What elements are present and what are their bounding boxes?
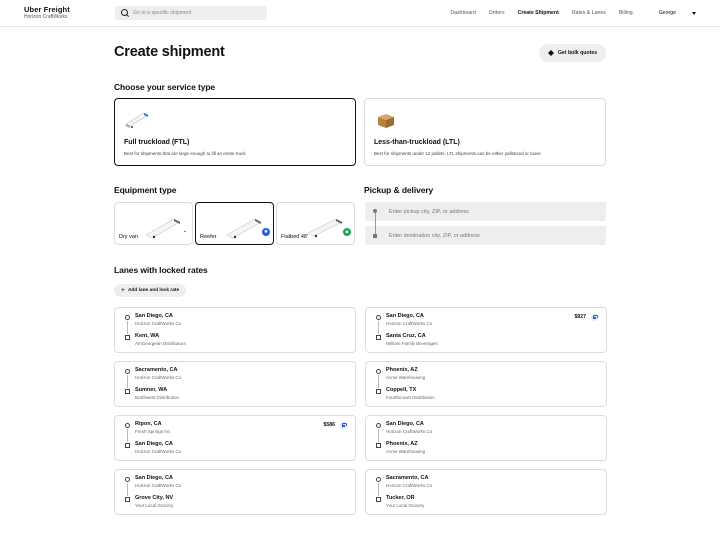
origin-circle-icon: [125, 369, 130, 374]
snowflake-icon: ✱: [262, 228, 270, 236]
lane-destination-company: Your Local Grocery: [386, 503, 425, 508]
reefer-truck-icon: [225, 211, 265, 239]
route-connector: [375, 211, 376, 235]
nav-billing[interactable]: Billing: [618, 10, 633, 16]
lane-destination-company: Horizon CraftWorks Co: [135, 449, 182, 454]
user-name: George: [658, 10, 676, 16]
equipment-option-reefer[interactable]: [195, 202, 274, 245]
lane-destination: Grove City, NV: [135, 495, 174, 501]
route-line: [378, 321, 379, 334]
chevron-down-icon: [692, 12, 696, 15]
account-name: Horizon CraftWorks: [24, 14, 68, 20]
destination-square-icon: [125, 389, 130, 394]
service-option-ltl[interactable]: [364, 98, 606, 166]
lane-card[interactable]: [365, 361, 607, 407]
nav-orders[interactable]: Orders: [488, 10, 505, 16]
user-menu[interactable]: [646, 10, 696, 16]
equipment-label: Dry van: [119, 234, 138, 240]
lane-card[interactable]: [365, 415, 607, 461]
lane-origin-company: Fresh Springs Inc: [135, 429, 171, 434]
lane-origin: San Diego, CA: [386, 313, 424, 319]
destination-square-icon: [376, 335, 381, 340]
route-line: [127, 375, 128, 388]
route-line: [378, 375, 379, 388]
dry-van-truck-icon: [144, 211, 184, 239]
lock-icon: [591, 314, 598, 321]
flatbed-badge-icon: ◆: [343, 228, 351, 236]
service-name: Less-than-truckload (LTL): [374, 139, 460, 146]
diamond-icon: [548, 50, 555, 56]
origin-circle-icon: [376, 315, 381, 320]
lane-destination-company: William Family Beverages: [386, 341, 438, 346]
nav-rates-lanes[interactable]: Rates & Lanes: [571, 10, 606, 16]
lane-origin-company: Acme Warehousing: [386, 375, 426, 380]
flatbed-truck-icon: [306, 211, 346, 239]
destination-field: [365, 226, 606, 245]
search-icon: [121, 9, 129, 17]
lane-origin-company: Horizon CraftWorks Co: [135, 375, 182, 380]
equipment-option-dry-van[interactable]: [114, 202, 193, 245]
nav-dashboard[interactable]: Dashboard: [450, 10, 476, 16]
equipment-type-heading: Equipment type: [114, 185, 177, 195]
lane-origin-company: Horizon CraftWorks Co: [135, 321, 182, 326]
service-desc: Best for shipments that are large enough to fill an entire truck: [124, 151, 246, 156]
search-input[interactable]: [133, 10, 263, 16]
lane-origin-company: Horizon CraftWorks Co: [135, 483, 182, 488]
lane-destination-company: Fourthcrown Distribution: [386, 395, 435, 400]
lane-card[interactable]: [114, 307, 356, 353]
lane-destination: Santa Cruz, CA: [386, 333, 426, 339]
lane-origin-company: Horizon CraftWorks Co: [386, 429, 433, 434]
equipment-label: Flatbed 48': [281, 234, 309, 240]
service-type-heading: Choose your service type: [114, 82, 216, 92]
lane-origin: San Diego, CA: [135, 313, 173, 319]
lane-destination: Kent, WA: [135, 333, 160, 339]
lane-destination: Coppell, TX: [386, 387, 417, 393]
lane-card[interactable]: [365, 307, 607, 353]
lane-destination: Sumner, WA: [135, 387, 168, 393]
lane-origin: San Diego, CA: [135, 475, 173, 481]
destination-square-icon: [125, 443, 130, 448]
pickup-field: [365, 202, 606, 221]
lane-destination-company: Acme Warehousing: [386, 449, 426, 454]
origin-circle-icon: [376, 423, 381, 428]
lane-card[interactable]: [114, 361, 356, 407]
box-illustration-icon: [374, 109, 400, 129]
add-lane-button[interactable]: [114, 284, 186, 297]
brand[interactable]: [24, 5, 70, 21]
lanes-heading: Lanes with locked rates: [114, 265, 208, 275]
page-title: Create shipment: [114, 44, 225, 60]
locked-rate-price: $586: [323, 422, 335, 428]
equipment-option-flatbed[interactable]: [276, 202, 355, 245]
truck-illustration-icon: [124, 109, 150, 129]
service-desc: Best for shipments under 12 pallets. LTL shipments can be either palletized or loose: [374, 151, 541, 156]
origin-circle-icon: [125, 423, 130, 428]
main-nav: [437, 10, 696, 16]
lock-icon: [340, 422, 347, 429]
locked-rate-price: $927: [574, 314, 586, 320]
destination-square-icon: [373, 234, 377, 238]
pickup-delivery-heading: Pickup & delivery: [364, 185, 434, 195]
origin-circle-icon: [125, 315, 130, 320]
route-line: [127, 429, 128, 442]
destination-square-icon: [376, 497, 381, 502]
lane-origin: Sacramento, CA: [386, 475, 429, 481]
destination-square-icon: [125, 335, 130, 340]
lane-destination-company: AmGeorgean Distributors: [135, 341, 186, 346]
lane-origin: Ripon, CA: [135, 421, 162, 427]
nav-create-shipment[interactable]: Create Shipment: [517, 10, 559, 16]
destination-square-icon: [376, 389, 381, 394]
brand-logo: Uber Freight: [24, 5, 70, 14]
lane-destination-company: Northwest Distribution: [135, 395, 180, 400]
route-line: [127, 321, 128, 334]
lane-destination: Phoenix, AZ: [386, 441, 418, 447]
origin-circle-icon: [376, 477, 381, 482]
lane-card[interactable]: [114, 469, 356, 515]
lane-destination-company: Your Local Grocery: [135, 503, 174, 508]
route-line: [127, 483, 128, 496]
route-line: [378, 483, 379, 496]
lane-destination: Tucker, OR: [386, 495, 415, 501]
lane-card[interactable]: [114, 415, 356, 461]
service-name: Full truckload (FTL): [124, 139, 190, 146]
lane-origin-company: Horizon CraftWorks Co: [386, 321, 433, 326]
destination-square-icon: [125, 497, 130, 502]
equipment-label: Reefer: [200, 234, 217, 240]
origin-dot-icon: [373, 209, 377, 213]
lane-origin: Phoenix, AZ: [386, 367, 418, 373]
route-line: [378, 429, 379, 442]
lane-origin: San Diego, CA: [386, 421, 424, 427]
lane-destination: San Diego, CA: [135, 441, 173, 447]
plus-icon: +: [120, 286, 125, 294]
top-nav: [0, 0, 720, 27]
origin-circle-icon: [125, 477, 130, 482]
bulk-button-label: Get bulk quotes: [557, 50, 598, 56]
destination-square-icon: [376, 443, 381, 448]
search-box: [115, 6, 267, 20]
get-bulk-quotes-button[interactable]: [539, 44, 606, 62]
lane-origin: Sacramento, CA: [135, 367, 178, 373]
lane-origin-company: Horizon CraftWorks Co: [386, 483, 433, 488]
add-lane-label: Add lane and lock rate: [127, 288, 180, 293]
lane-card[interactable]: [365, 469, 607, 515]
destination-input[interactable]: [389, 233, 589, 239]
pickup-input[interactable]: [389, 209, 589, 215]
dry-van-badge-icon: ▪: [181, 228, 189, 236]
service-option-ftl[interactable]: [114, 98, 356, 166]
origin-circle-icon: [376, 369, 381, 374]
